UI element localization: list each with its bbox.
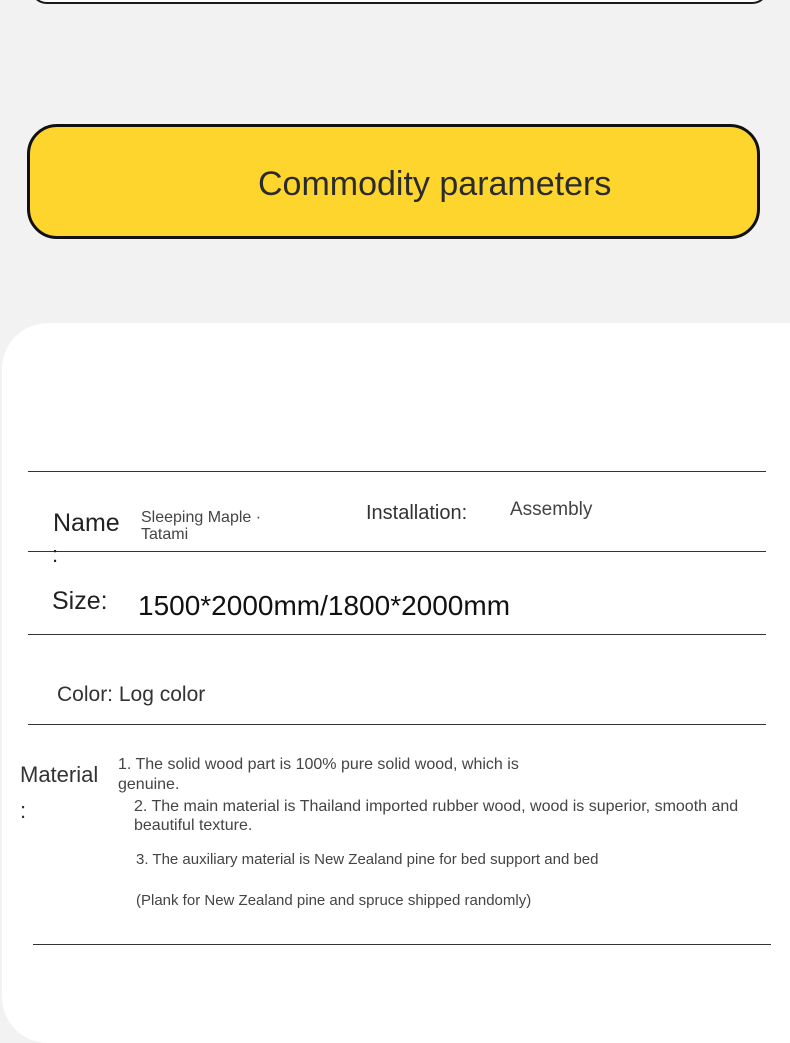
size-value: 1500*2000mm/1800*2000mm <box>138 590 511 621</box>
installation-value: Assembly <box>510 499 593 520</box>
divider-top <box>28 471 766 472</box>
installation-label: Installation: <box>366 502 468 524</box>
name-label: Name <box>53 509 120 537</box>
material-item-note: (Plank for New Zealand pine and spruce shipped randomly) <box>136 892 532 909</box>
section-banner <box>27 124 760 239</box>
divider-size <box>28 634 766 635</box>
divider-material <box>33 944 771 945</box>
material-item-1: 1. The solid wood part is 100% pure solid wood, which is <box>118 756 519 773</box>
material-label: Material <box>20 762 99 787</box>
banner-title: Commodity parameters <box>258 165 612 203</box>
material-item-3: 3. The auxiliary material is New Zealand pine for bed support and bed <box>136 851 599 868</box>
name-value-line1: Sleeping Maple · <box>141 509 262 526</box>
material-item-1-cont: genuine. <box>118 776 180 793</box>
material-item-2: 2. The main material is Thailand imported rubber wood, wood is superior, smooth and <box>134 798 739 815</box>
divider-color <box>28 724 766 725</box>
divider-name <box>28 551 766 552</box>
top-card-edge <box>30 0 769 4</box>
material-item-2-cont: beautiful texture. <box>134 817 253 834</box>
name-value-line2: Tatami <box>141 526 189 543</box>
material-colon: : <box>20 798 27 823</box>
name-colon: : <box>52 542 59 567</box>
size-label: Size: <box>52 587 108 615</box>
color-text: Color: Log color <box>57 683 206 706</box>
